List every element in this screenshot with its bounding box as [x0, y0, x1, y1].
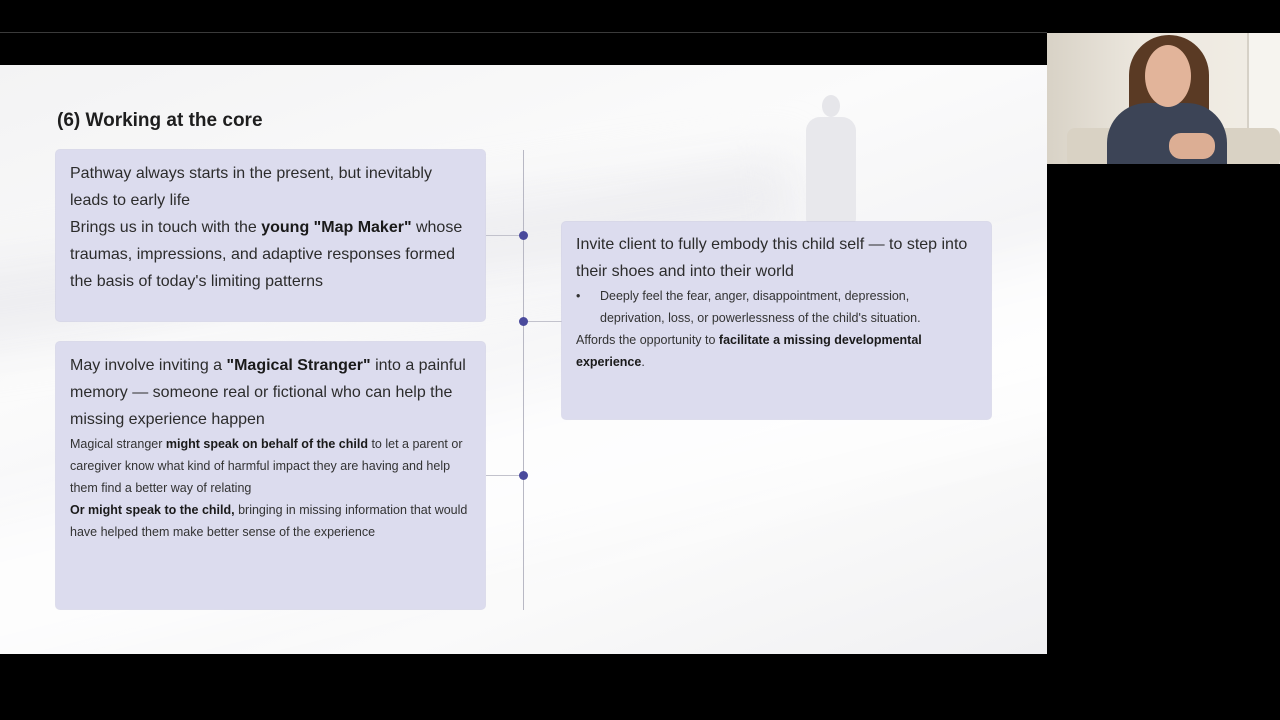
connector-card2 [486, 475, 523, 476]
slide-title: (6) Working at the core [57, 110, 263, 131]
card2-paragraph-2: Or might speak to the child, bringing in missing information that would have helped them make better sense of the experience [70, 503, 468, 539]
background-figure-silhouette [800, 95, 862, 225]
presentation-slide [0, 65, 1047, 654]
timeline-vertical-line [523, 150, 524, 610]
connector-card3 [524, 321, 562, 322]
card2-paragraph-1: Magical stranger might speak on behalf of the child to let a parent or caregiver know what kind of harmful impact they are having and help them find a better way of relating [70, 437, 463, 495]
connector-card1 [486, 235, 523, 236]
presenter-face [1145, 45, 1191, 107]
window-top-divider [0, 32, 1047, 33]
card3-intro: Invite client to fully embody this child self — to step into their shoes and into their world [576, 236, 968, 280]
embody-child-card [562, 222, 991, 419]
card1-line2: Brings us in touch with the young "Map Maker" whose traumas, impressions, and adaptive responses formed the basis of today's limiting patterns [70, 219, 463, 290]
timeline-node-3 [519, 471, 528, 480]
timeline-node-1 [519, 231, 528, 240]
timeline-node-2 [519, 317, 528, 326]
card1-line1: Pathway always starts in the present, but inevitably leads to early life [70, 165, 432, 209]
map-maker-card [56, 150, 485, 321]
card2-intro: May involve inviting a "Magical Stranger" into a painful memory — someone real or fictional who can help the missing experience happen [70, 357, 466, 428]
magical-stranger-card [56, 342, 485, 609]
card3-bullet: • Deeply feel the fear, anger, disappointment, depression, deprivation, loss, or powerlessness of the child's situation. [576, 285, 977, 329]
bullet-dot: • [576, 289, 581, 303]
card3-paragraph: Affords the opportunity to facilitate a missing developmental experience. [576, 333, 922, 369]
presenter-webcam-video [1047, 33, 1280, 164]
